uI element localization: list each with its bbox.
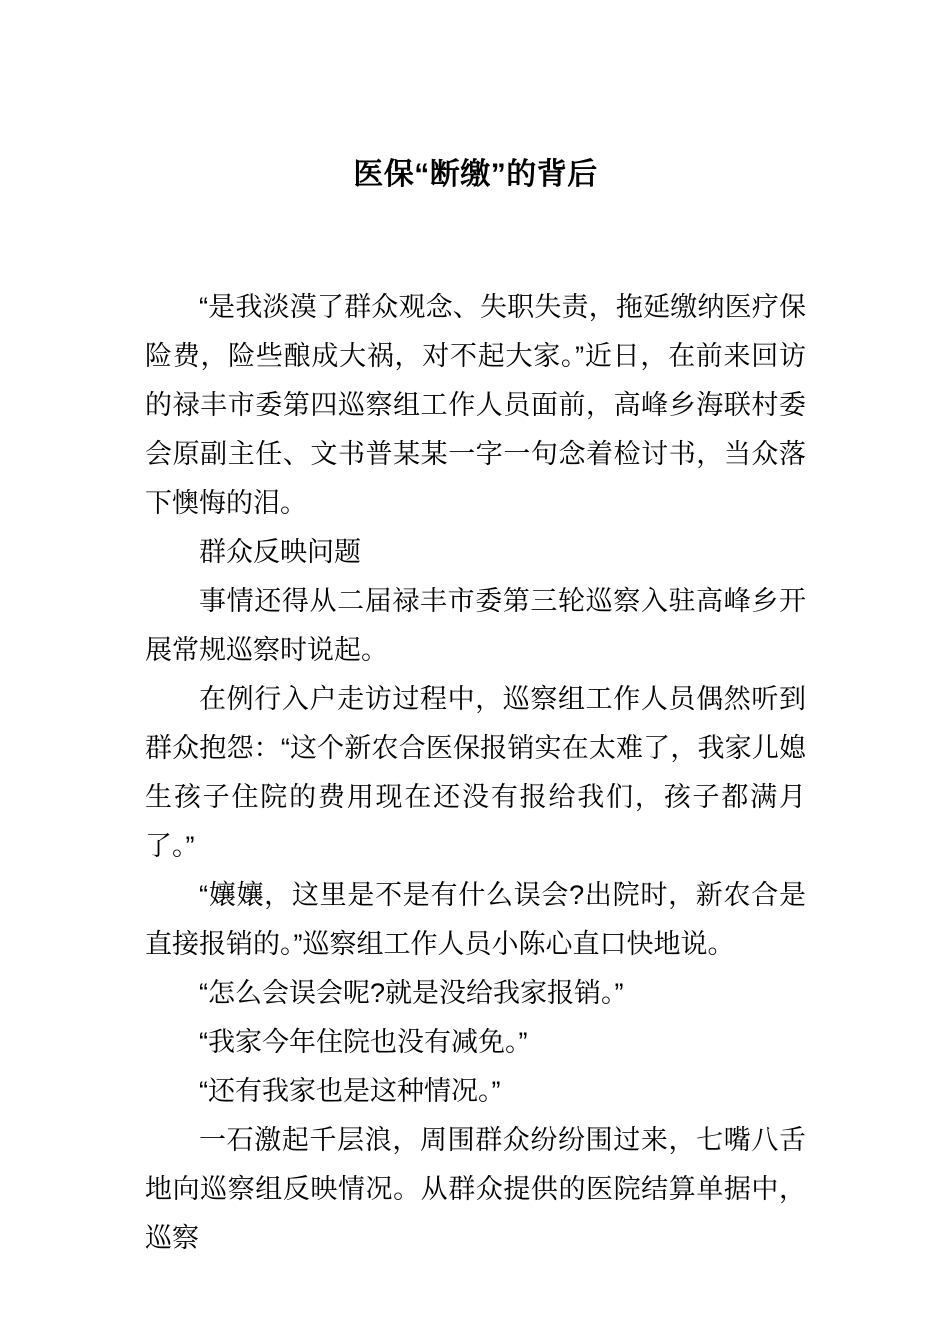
paragraph-complaint: 在例行入户走访过程中，巡察组工作人员偶然听到群众抱怨：“这个新农合医保报销实在太难了，我家儿媳生孩子住院的费用现在还没有报给我们，孩子都满月了。”	[145, 684, 806, 861]
paragraph-quote-1: “怎么会误会呢?就是没给我家报销。”	[199, 978, 624, 1008]
document-body	[145, 283, 806, 1263]
paragraph-quote-2: “我家今年住院也没有减免。”	[199, 1027, 528, 1057]
paragraph-reply: “孃孃，这里是不是有什么误会?出院时，新农合是直接报销的。”巡察组工作人员小陈心直口快地说。	[145, 880, 806, 959]
section-heading: 群众反映问题	[199, 537, 361, 567]
paragraph-quote-3: “还有我家也是这种情况。”	[199, 1076, 501, 1106]
document-title: 医保“断缴”的背后	[353, 158, 598, 191]
paragraph-closing: 一石激起千层浪，周围群众纷纷围过来，七嘴八舌地向巡察组反映情况。从群众提供的医院结算单据中，巡察	[145, 1125, 806, 1253]
document-content	[145, 0, 806, 1263]
paragraph-background: 事情还得从二届禄丰市委第三轮巡察入驻高峰乡开展常规巡察时说起。	[145, 586, 806, 665]
paragraph-intro: “是我淡漠了群众观念、失职失责，拖延缴纳医疗保险费，险些酿成大祸，对不起大家。”近日，在前来回访的禄丰市委第四巡察组工作人员面前，高峰乡海联村委会原副主任、文书普某某一字一句念着检讨书，当众落下懊悔的泪。	[145, 292, 806, 518]
